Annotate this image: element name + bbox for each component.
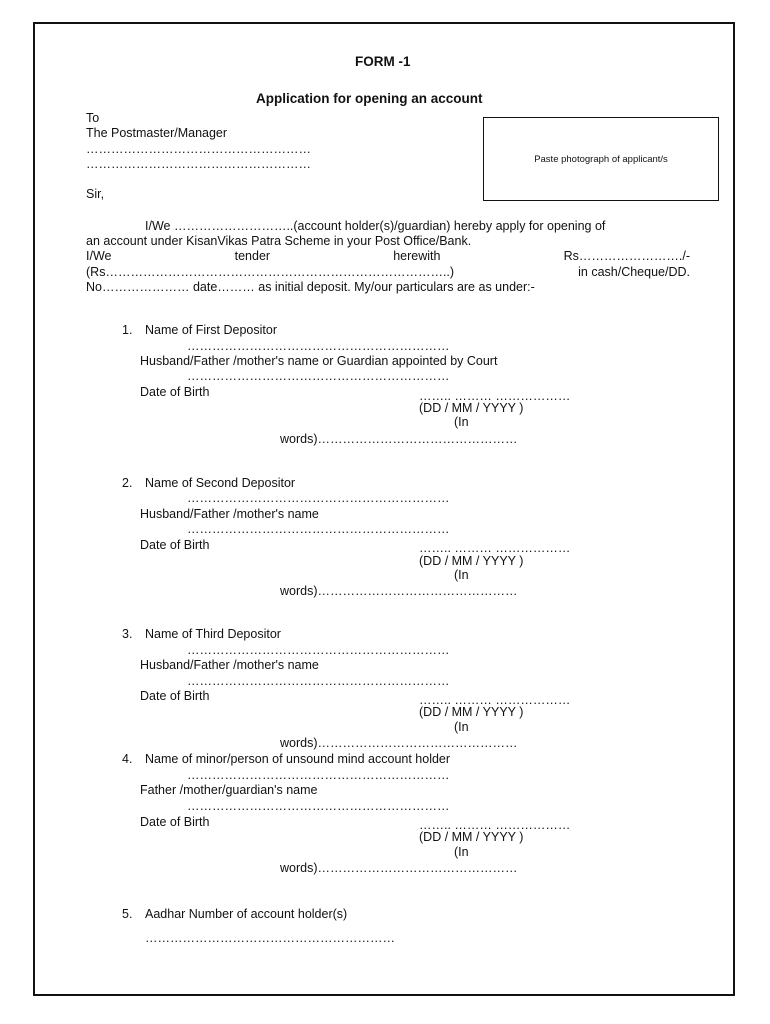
section-2-number: 2.: [122, 476, 133, 490]
first-depositor-relation-label: Husband/Father /mother's name or Guardian appointed by Court: [140, 354, 498, 368]
second-depositor-dob-format: (DD / MM / YYYY ): [419, 554, 524, 568]
declaration-line-2: an account under KisanVikas Patra Scheme in your Post Office/Bank.: [86, 234, 472, 248]
first-depositor-label: Name of First Depositor: [145, 323, 277, 337]
amount-words-field[interactable]: (Rs………………………………………………………………………..): [86, 265, 455, 279]
minor-holder-in-label: (In: [454, 845, 469, 859]
address-line-2[interactable]: ………………………………………………: [86, 157, 311, 171]
minor-holder-label: Name of minor/person of unsound mind account holder: [145, 752, 451, 766]
second-depositor-label: Name of Second Depositor: [145, 476, 296, 490]
first-depositor-dob-format: (DD / MM / YYYY ): [419, 401, 524, 415]
minor-holder-guardian-field[interactable]: ………………………………………………………: [187, 799, 450, 813]
minor-holder-dob-format: (DD / MM / YYYY ): [419, 830, 524, 844]
second-depositor-dob-words-field[interactable]: words)…………………………………………: [280, 584, 518, 598]
section-4-number: 4.: [122, 752, 133, 766]
section-3-number: 3.: [122, 627, 133, 641]
aadhar-label: Aadhar Number of account holder(s): [145, 907, 348, 921]
third-depositor-dob-label: Date of Birth: [140, 689, 210, 703]
second-depositor-name-field[interactable]: ………………………………………………………: [187, 491, 450, 505]
payment-mode: in cash/Cheque/DD.: [578, 265, 690, 279]
minor-holder-guardian-label: Father /mother/guardian's name: [140, 783, 318, 797]
third-depositor-relation-label: Husband/Father /mother's name: [140, 658, 319, 672]
first-depositor-in-label: (In: [454, 415, 469, 429]
photo-box: [483, 117, 719, 201]
first-depositor-dob-field[interactable]: …….. ……… ………………: [419, 389, 571, 403]
third-depositor-name-field[interactable]: ………………………………………………………: [187, 643, 450, 657]
third-depositor-in-label: (In: [454, 720, 469, 734]
first-depositor-name-field[interactable]: ………………………………………………………: [187, 339, 450, 353]
photo-box-label: Paste photograph of applicant/s: [534, 153, 668, 165]
aadhar-field[interactable]: ……………………………………………………: [145, 931, 395, 945]
form-title: Application for opening an account: [256, 91, 483, 106]
first-depositor-dob-label: Date of Birth: [140, 385, 210, 399]
declaration-line-5: No………………… date……… as initial deposit. My/our particulars are as under:-: [86, 280, 535, 294]
second-depositor-relation-label: Husband/Father /mother's name: [140, 507, 319, 521]
section-5-number: 5.: [122, 907, 133, 921]
second-depositor-dob-field[interactable]: …….. ……… ………………: [419, 541, 571, 555]
second-depositor-in-label: (In: [454, 568, 469, 582]
declaration-line-4: [86, 265, 690, 279]
section-1-number: 1.: [122, 323, 133, 337]
third-depositor-dob-format: (DD / MM / YYYY ): [419, 705, 524, 719]
declaration-herewith: herewith: [393, 249, 441, 263]
declaration-i-we: I/We: [86, 249, 112, 263]
minor-holder-dob-label: Date of Birth: [140, 815, 210, 829]
first-depositor-dob-words-field[interactable]: words)…………………………………………: [280, 432, 518, 446]
minor-holder-dob-field[interactable]: …….. ……… ………………: [419, 818, 571, 832]
addressee: The Postmaster/Manager: [86, 126, 228, 140]
declaration-line-3: [86, 249, 690, 263]
third-depositor-label: Name of Third Depositor: [145, 627, 281, 641]
to-label: To: [86, 111, 100, 125]
second-depositor-dob-label: Date of Birth: [140, 538, 210, 552]
declaration-line-1: I/We ………………………..(account holder(s)/guardian) hereby apply for opening of: [145, 219, 606, 233]
form-number: FORM -1: [355, 54, 411, 69]
third-depositor-dob-words-field[interactable]: words)…………………………………………: [280, 736, 518, 750]
third-depositor-dob-field[interactable]: …….. ……… ………………: [419, 693, 571, 707]
minor-holder-name-field[interactable]: ………………………………………………………: [187, 768, 450, 782]
third-depositor-relation-field[interactable]: ………………………………………………………: [187, 674, 450, 688]
second-depositor-relation-field[interactable]: ………………………………………………………: [187, 522, 450, 536]
declaration-tender: tender: [234, 249, 271, 263]
salutation: Sir,: [86, 187, 105, 201]
address-line-1[interactable]: ………………………………………………: [86, 142, 311, 156]
amount-field[interactable]: Rs……………………./-: [563, 249, 690, 263]
minor-holder-dob-words-field[interactable]: words)…………………………………………: [280, 861, 518, 875]
first-depositor-relation-field[interactable]: ………………………………………………………: [187, 369, 450, 383]
